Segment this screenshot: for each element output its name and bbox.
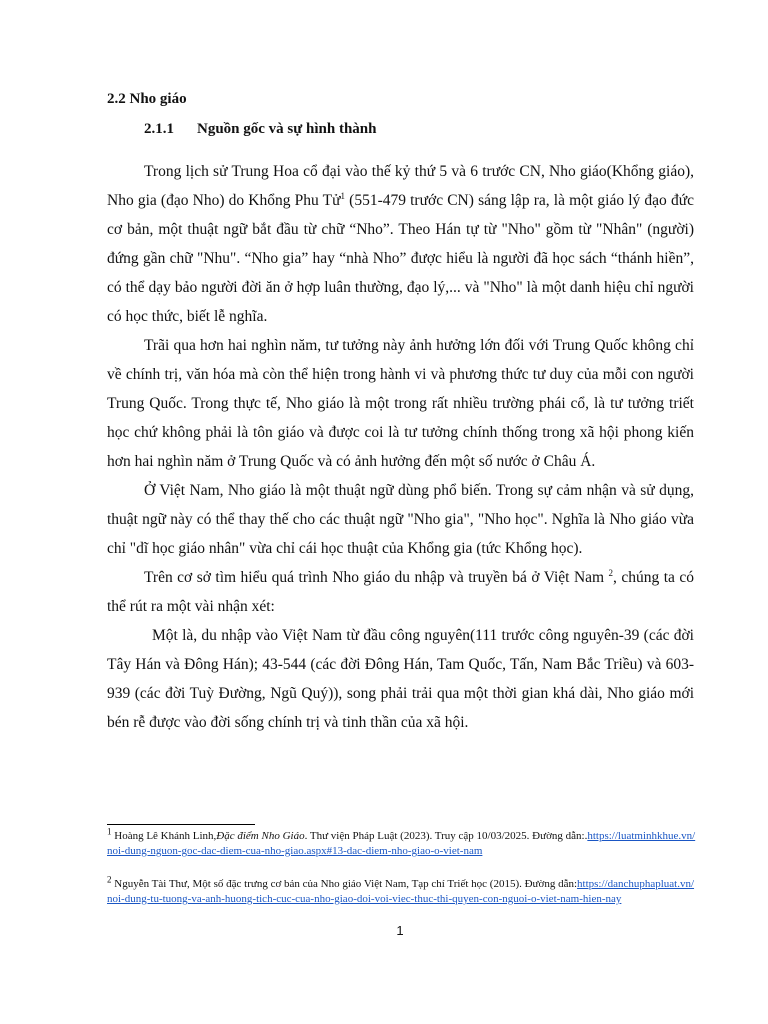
paragraph-2: Trãi qua hơn hai nghìn năm, tư tưởng này ảnh hưởng lớn đối với Trung Quốc không chỉ về chính trị, văn hóa mà còn thể hiện trong hành vi và phương thức tư duy của mỗi con người Trung Quốc. Trong thực tế, Nho giáo là một trong rất nhiều trường phái cổ, là tư tưởng triết học chứ không phải là tôn giáo và được coi là tư tưởng chính thống trong xã hội phong kiến hơn hai nghìn năm ở Trung Quốc và có ảnh hưởng đến một số nước ở Châu Á. xyxy=(107,337,694,470)
paragraph-3: Ở Việt Nam, Nho giáo là một thuật ngữ dùng phổ biến. Trong sự cảm nhận và sử dụng, thuật ngữ này có thể thay thế cho các thuật ngữ "Nho gia", "Nho học". Nghĩa là Nho giáo vừa chỉ "dĩ học giáo nhân" vừa chỉ cái học thuật của Khổng gia (tức Khổng học). xyxy=(107,482,694,557)
footnote-1-author: Hoàng Lê Khánh Linh, xyxy=(111,830,217,842)
paragraph-4-start: Trên cơ sở tìm hiểu quá trình Nho giáo du nhập và truyền bá ở Việt Nam xyxy=(144,569,609,586)
footnote-2-mark: 2 xyxy=(107,874,112,885)
paragraph-1-end: (551-479 trước CN) sáng lập ra, là một giáo lý đạo đức cơ bản, một thuật ngữ bắt đầu từ chữ “Nho”. Theo Hán tự từ "Nho" gồm từ "Nhân" (người) đứng gần chữ "Nhu". “Nho gia” hay “nhà Nho” được hiểu là người đã học sách “thánh hiền”, có thể dạy bảo người đời ăn ở hợp luân thường, đạo lý,... và "Nho" là một danh hiệu chỉ người có học thức, biết lễ nghĩa. xyxy=(107,192,694,325)
footnote-2-link[interactable]: https://danchuphapluat.vn/noi-dung-tu-tuong-va-anh-huong-tich-cuc-cua-nho-giao-doi-voi-viec-thuc-thi-quyen-con-nguoi-o-viet-nam-hien-nay xyxy=(107,878,695,905)
footnote-ref-2[interactable]: 2 xyxy=(608,567,614,578)
footnote-ref-1[interactable]: 1 xyxy=(340,190,345,201)
footnote-1 xyxy=(107,826,697,859)
footnote-1-rest: . Thư viện Pháp Luật (2023). Truy cập 10/03/2025. Đường dẫn:. xyxy=(304,830,588,842)
footnote-1-link[interactable]: https://luatminhkhue.vn/noi-dung-nguon-goc-dac-diem-cua-nho-giao.aspx#13-dac-diem-nho-giao-o-viet-nam xyxy=(107,830,696,857)
paragraph-4 xyxy=(107,563,694,621)
footnote-separator xyxy=(107,824,255,825)
subsection-heading xyxy=(144,121,376,138)
footnote-2 xyxy=(107,874,697,907)
paragraph-1-start: Trong lịch sử Trung Hoa cổ đại vào thế kỷ thứ 5 và 6 trước CN, Nho giáo(Khổng giáo), Nho gia (đạo Nho) do Khổng Phu Tử xyxy=(107,163,694,209)
subsection-number: 2.1.1 xyxy=(144,121,174,137)
footnote-1-mark: 1 xyxy=(107,826,112,837)
subsection-title: Nguồn gốc và sự hình thành xyxy=(197,121,377,137)
page-number: 1 xyxy=(396,923,404,938)
paragraph-5: Một là, du nhập vào Việt Nam từ đầu công nguyên(111 trước công nguyên-39 (các đời Tây Hán và Đông Hán); 43-544 (các đời Đông Hán, Tam Quốc, Tấn, Nam Bắc Triều) và 603-939 (các đời Tuỳ Đường, Ngũ Quý)), song phải trải qua một thời gian khá dài, Nho giáo mới bén rễ được vào đời sống chính trị và tinh thần của xã hội. xyxy=(107,627,694,731)
paragraph-4-end: , chúng ta có thể rút ra một vài nhận xét: xyxy=(107,569,694,615)
paragraph-1 xyxy=(107,157,694,331)
section-heading: 2.2 Nho giáo xyxy=(107,91,187,107)
body-text xyxy=(107,157,694,737)
footnote-2-text: Nguyễn Tài Thư, Một số đặc trưng cơ bản của Nho giáo Việt Nam, Tạp chí Triết học (2015). Đường dẫn: xyxy=(111,878,578,890)
footnote-1-title: Đặc điểm Nho Giáo xyxy=(216,830,305,842)
